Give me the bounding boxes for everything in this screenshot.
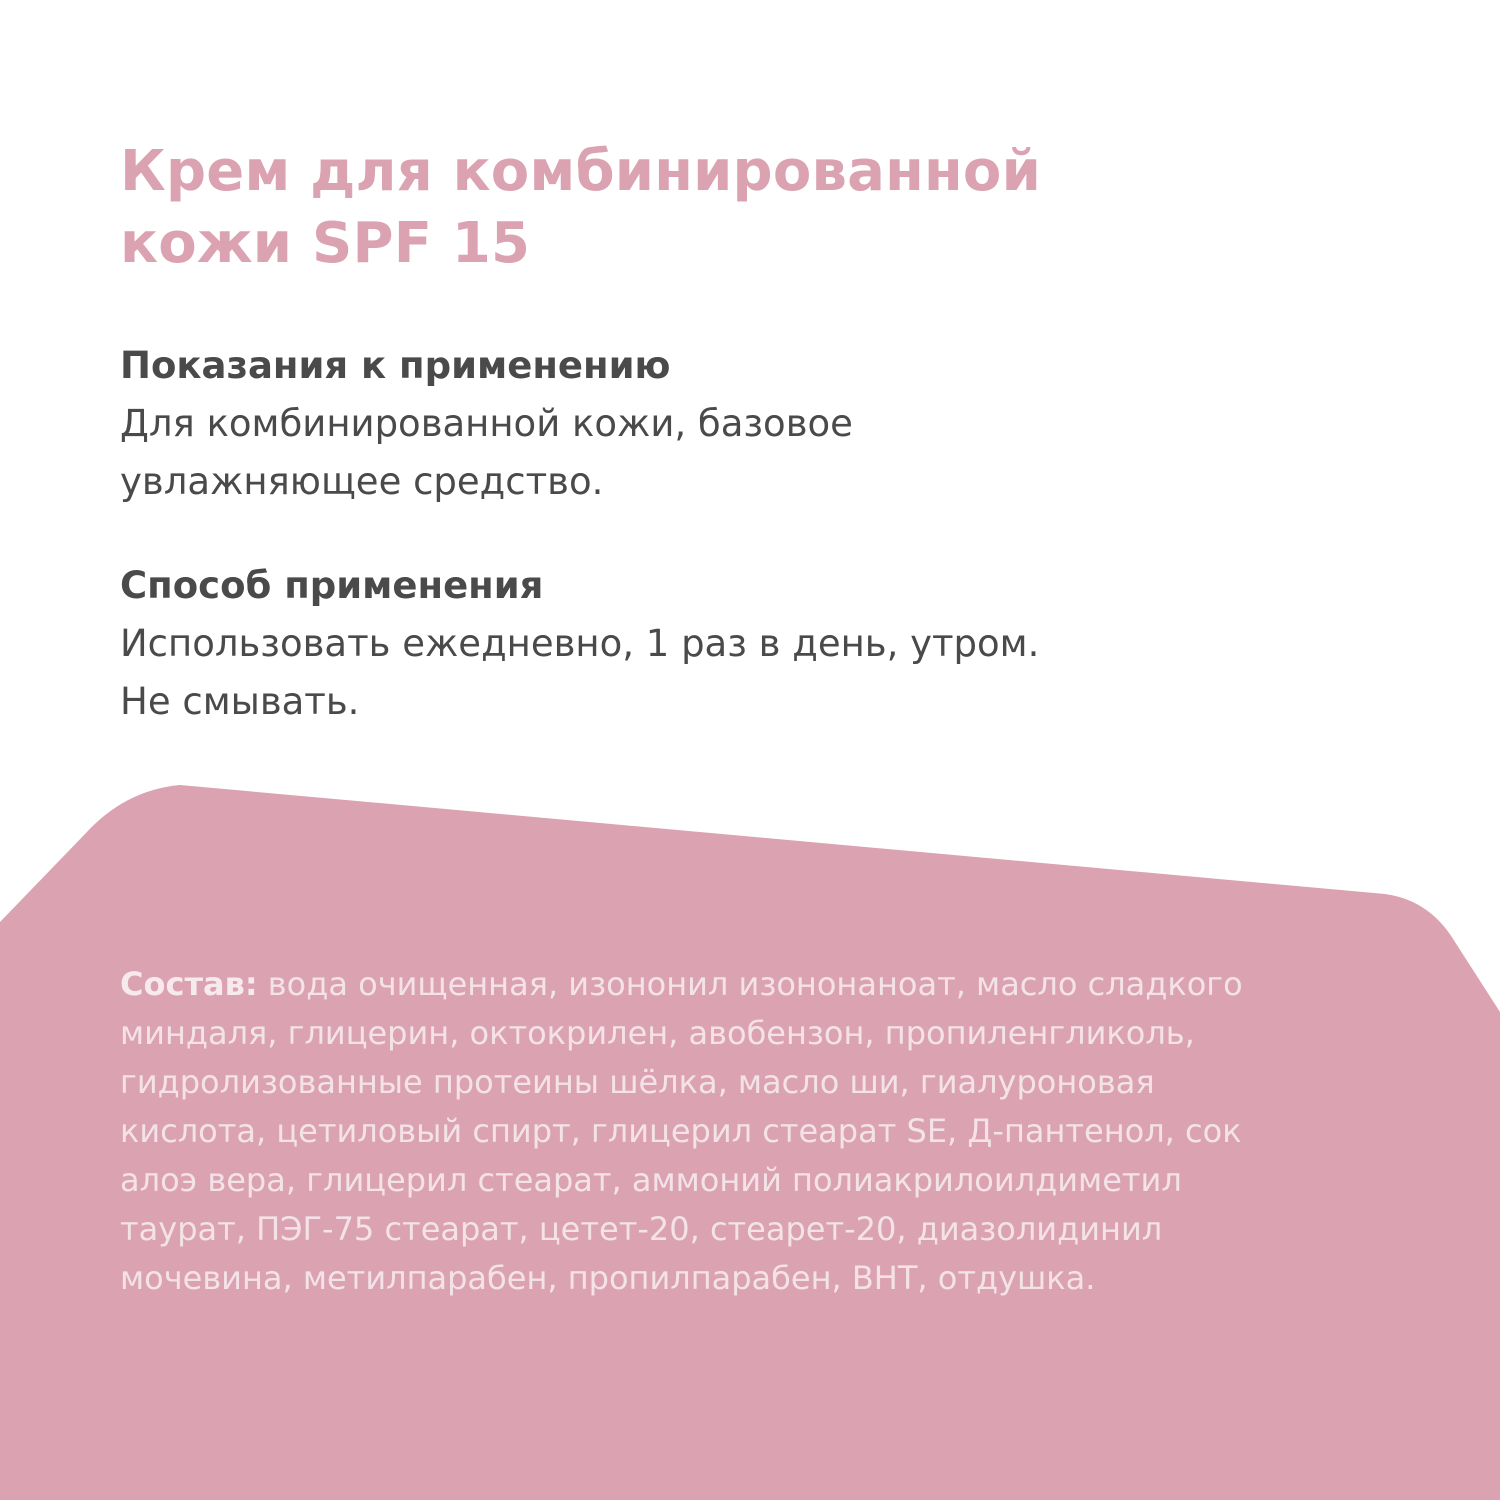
usage-text-line-1: Использовать ежедневно, 1 раз в день, утром. bbox=[120, 622, 1040, 665]
composition-label: Состав: bbox=[120, 965, 258, 1003]
composition-line: вода очищенная, изононил изононаноат, масло сладкого bbox=[267, 965, 1243, 1003]
indications-heading: Показания к применению bbox=[120, 344, 671, 387]
composition-line: кислота, цетиловый спирт, глицерил стеарат SE, Д-пантенол, сок bbox=[120, 1112, 1242, 1150]
composition-line: алоэ вера, глицерил стеарат, аммоний полиакрилоилдиметил bbox=[120, 1161, 1182, 1199]
composition-line: миндаля, глицерин, октокрилен, авобензон, пропиленгликоль, bbox=[120, 1014, 1195, 1052]
composition-block bbox=[120, 960, 1390, 1303]
indications-text-line-1: Для комбинированной кожи, базовое bbox=[120, 402, 853, 445]
composition-line: таурат, ПЭГ-75 стеарат, цетет-20, стеарет-20, диазолидинил bbox=[120, 1210, 1163, 1248]
product-title-line-2: кожи SPF 15 bbox=[120, 211, 531, 276]
composition-line: мочевина, метилпарабен, пропилпарабен, BHT, отдушка. bbox=[120, 1259, 1096, 1297]
indications-text-line-2: увлажняющее средство. bbox=[120, 460, 604, 503]
usage-section bbox=[120, 557, 1270, 731]
product-title-line-1: Крем для комбинированной bbox=[120, 139, 1042, 204]
composition-line: гидролизованные протеины шёлка, масло ши, гиалуроновая bbox=[120, 1063, 1155, 1101]
usage-heading: Способ применения bbox=[120, 564, 544, 607]
product-title bbox=[120, 136, 1220, 280]
indications-section bbox=[120, 337, 1270, 511]
usage-text-line-2: Не смывать. bbox=[120, 680, 360, 723]
